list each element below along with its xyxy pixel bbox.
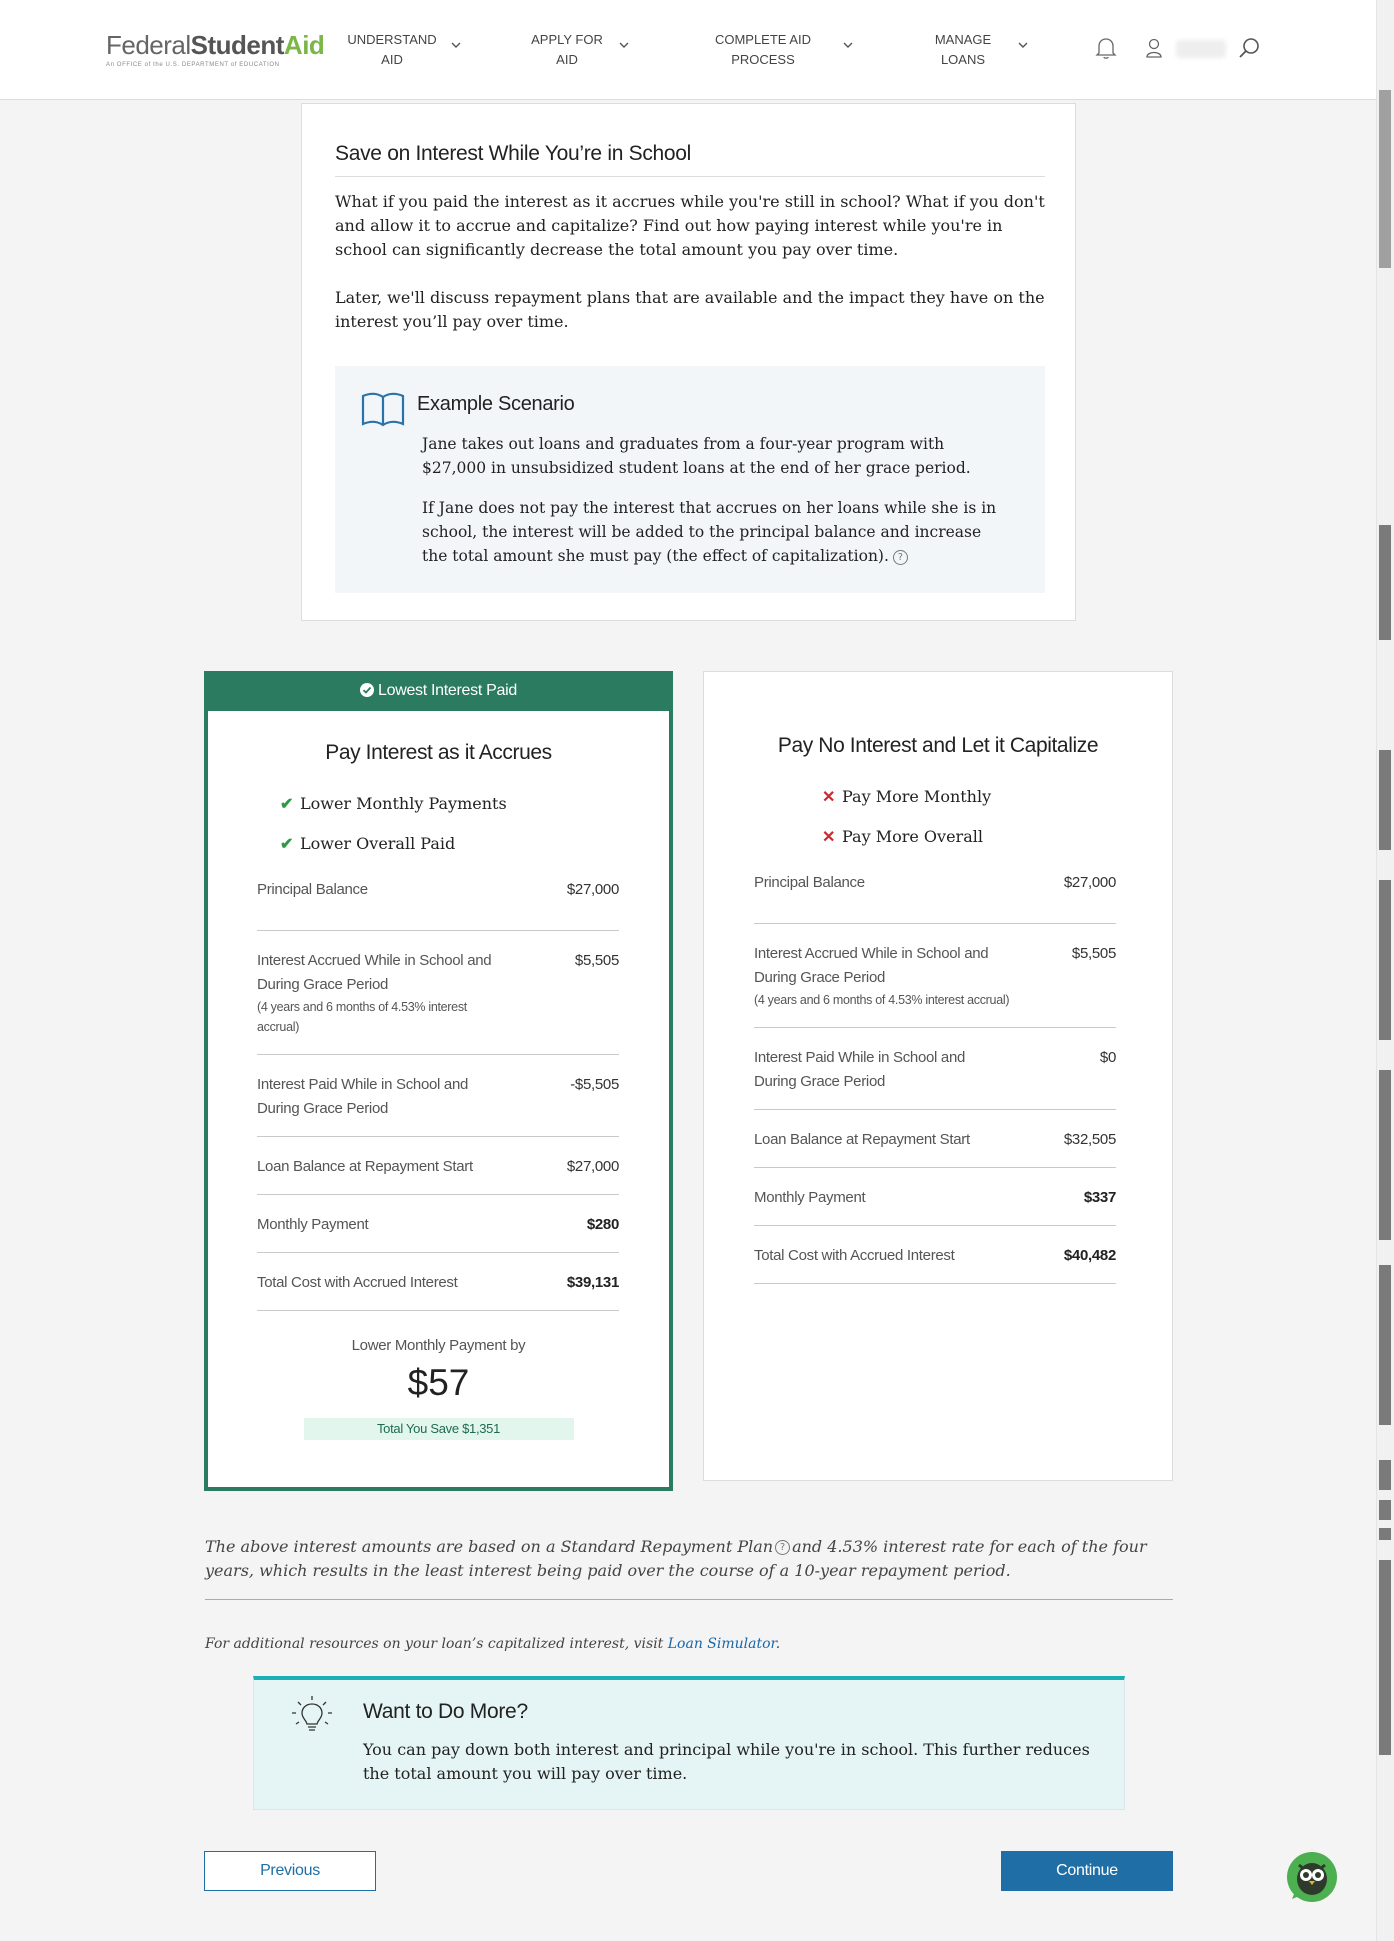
scenario-title: Example Scenario — [417, 393, 575, 415]
search-icon[interactable] — [1238, 36, 1262, 60]
row-value: -$5,505 — [570, 1076, 619, 1093]
total-savings-badge: Total You Save $1,351 — [304, 1418, 574, 1440]
nav-label-line2: AID — [556, 52, 578, 67]
row-label: Total Cost with Accrued Interest — [754, 1247, 955, 1264]
x-mark-icon: ✕ — [822, 827, 836, 846]
row-label-text: Interest Accrued While in School and During Grace Period — [257, 952, 492, 993]
row-label: Monthly Payment — [257, 1216, 369, 1233]
nav-label-line2: AID — [381, 52, 403, 67]
user-name-redacted[interactable] — [1176, 40, 1226, 58]
chevron-down-icon[interactable] — [843, 40, 853, 50]
feature-label: Pay More Monthly — [842, 787, 992, 806]
intro-title: Save on Interest While You’re in School — [335, 142, 1045, 177]
chevron-down-icon[interactable] — [619, 40, 629, 50]
row-label-text: Interest Accrued While in School and During Grace Period — [754, 945, 989, 986]
table-row — [257, 873, 619, 931]
help-icon[interactable]: ? — [775, 1540, 790, 1555]
row-value: $337 — [1083, 1189, 1116, 1206]
table-row — [257, 1195, 619, 1253]
feature-item — [280, 834, 455, 853]
example-scenario — [335, 366, 1045, 593]
table-row — [754, 866, 1116, 924]
disclaimer-after: and 4.53% interest rate for each of the four years, which results in the least interest being paid over the course of a 10-year repayment period. — [205, 1537, 1147, 1580]
table-row — [257, 931, 619, 1055]
table-row — [754, 1168, 1116, 1226]
nav-label-line1: UNDERSTAND — [347, 32, 437, 47]
lowest-interest-banner — [204, 671, 673, 711]
loan-simulator-link[interactable]: Loan Simulator — [667, 1636, 776, 1652]
savings-amount: $57 — [407, 1362, 470, 1403]
do-more-callout — [253, 1676, 1125, 1810]
table-row — [257, 1137, 619, 1195]
table-row — [754, 924, 1116, 1028]
right-cost-table — [754, 866, 1116, 1284]
row-value: $27,000 — [566, 881, 619, 898]
row-value: $280 — [586, 1216, 619, 1233]
row-value: $5,505 — [574, 952, 619, 969]
nav-complete-aid-process[interactable] — [703, 30, 823, 70]
feature-item — [280, 794, 507, 813]
feature-label: Lower Monthly Payments — [300, 794, 507, 813]
logo-student: Student — [190, 30, 284, 60]
table-row — [754, 1226, 1116, 1284]
help-icon[interactable]: ? — [893, 550, 908, 565]
fsa-logo[interactable] — [106, 30, 324, 68]
row-value: $39,131 — [566, 1274, 619, 1291]
row-value: $27,000 — [1063, 874, 1116, 891]
logo-federal: Federal — [106, 30, 191, 60]
row-label: Principal Balance — [754, 874, 865, 891]
row-note: (4 years and 6 months of 4.53% interest accrual) — [754, 993, 1010, 1007]
resources-end: . — [775, 1636, 781, 1652]
scenario-paragraph-2 — [422, 496, 1002, 568]
row-label — [754, 942, 1044, 1027]
row-note: (4 years and 6 months of 4.53% interest accrual) — [257, 1000, 467, 1034]
feature-label: Pay More Overall — [842, 827, 983, 846]
savings-summary — [208, 1337, 669, 1440]
table-row — [754, 1110, 1116, 1168]
owl-chat-icon[interactable] — [1286, 1851, 1338, 1903]
user-icon[interactable] — [1144, 36, 1164, 60]
check-circle-icon — [360, 683, 374, 697]
scenario-paragraph-2-text: If Jane does not pay the interest that accrues on her loans while she is in school, the interest will be added to the principal balance and increase the total amount she must pay (the effect of capitalization). — [422, 499, 997, 565]
bell-icon[interactable] — [1095, 36, 1117, 60]
intro-paragraph-2: Later, we'll discuss repayment plans that are available and the impact they have on the interest you’ll pay over time. — [335, 288, 1045, 331]
nav-manage-loans[interactable] — [913, 30, 1013, 70]
nav-label-line1: APPLY FOR — [531, 32, 603, 47]
row-label: Loan Balance at Repayment Start — [257, 1158, 473, 1175]
intro-paragraph-1: What if you paid the interest as it accrues while you're still in school? What if you don't and allow it to accrue and capitalize? Find out how paying interest while you're in school can significantly decrease the total amount you pay over time. — [335, 192, 1045, 259]
logo-subtitle: An OFFICE of the U.S. DEPARTMENT of EDUCATION — [106, 62, 280, 68]
nav-understand-aid[interactable] — [342, 30, 442, 70]
book-icon — [360, 392, 406, 428]
pay-interest-card — [204, 671, 673, 1491]
right-card-title: Pay No Interest and Let it Capitalize — [777, 734, 1099, 757]
checkmark-icon: ✔ — [280, 834, 294, 853]
table-row — [257, 1055, 619, 1137]
row-value: $0 — [1099, 1049, 1116, 1066]
row-label — [257, 949, 507, 1054]
scenario-paragraph-1: Jane takes out loans and graduates from a four-year program with $27,000 in unsubsidized student loans at the end of her grace period. — [422, 435, 971, 477]
lightbulb-icon — [290, 1694, 334, 1738]
nav-apply-for-aid[interactable] — [517, 30, 617, 70]
table-row — [257, 1253, 619, 1311]
row-label: Loan Balance at Repayment Start — [754, 1131, 970, 1148]
x-mark-icon: ✕ — [822, 787, 836, 806]
page-scrollbar[interactable] — [1376, 0, 1394, 1941]
do-more-body: You can pay down both interest and principal while you're in school. This further reduces the total amount you will pay over time. — [363, 1740, 1090, 1783]
chevron-down-icon[interactable] — [1018, 40, 1028, 50]
logo-aid: Aid — [283, 30, 325, 60]
left-card-title: Pay Interest as it Accrues — [325, 741, 552, 764]
left-cost-table — [257, 873, 619, 1311]
row-label: Principal Balance — [257, 881, 368, 898]
disclaimer-text — [205, 1535, 1173, 1600]
feature-item — [822, 787, 991, 806]
site-header — [0, 0, 1376, 100]
savings-label: Lower Monthly Payment by — [351, 1337, 526, 1354]
nav-label-line1: MANAGE — [934, 32, 992, 47]
row-value: $5,505 — [1071, 945, 1116, 962]
do-more-title: Want to Do More? — [363, 1700, 528, 1723]
nav-label-line2: LOANS — [940, 52, 986, 67]
continue-button[interactable]: Continue — [1001, 1851, 1173, 1891]
banner-label: Lowest Interest Paid — [378, 682, 517, 699]
nav-label-line2: PROCESS — [731, 52, 795, 67]
disclaimer-before: The above interest amounts are based on a Standard Repayment Plan — [205, 1537, 774, 1556]
previous-button[interactable]: Previous — [204, 1851, 376, 1891]
pay-no-interest-card — [703, 671, 1173, 1481]
table-row — [754, 1028, 1116, 1110]
row-label: Monthly Payment — [754, 1189, 866, 1206]
feature-item — [822, 827, 983, 846]
row-value: $32,505 — [1063, 1131, 1116, 1148]
chevron-down-icon[interactable] — [451, 40, 461, 50]
row-label: Interest Paid While in School and During Grace Period — [754, 1049, 966, 1090]
feature-label: Lower Overall Paid — [300, 834, 456, 853]
row-value: $27,000 — [566, 1158, 619, 1175]
intro-card — [301, 103, 1076, 621]
checkmark-icon: ✔ — [280, 794, 294, 813]
row-value: $40,482 — [1063, 1247, 1116, 1264]
row-label: Total Cost with Accrued Interest — [257, 1274, 458, 1291]
row-label: Interest Paid While in School and During Grace Period — [257, 1076, 469, 1117]
resources-text: For additional resources on your loan’s capitalized interest, visit — [205, 1636, 668, 1652]
nav-label-line1: COMPLETE AID — [714, 32, 812, 47]
resources-note — [205, 1636, 780, 1652]
